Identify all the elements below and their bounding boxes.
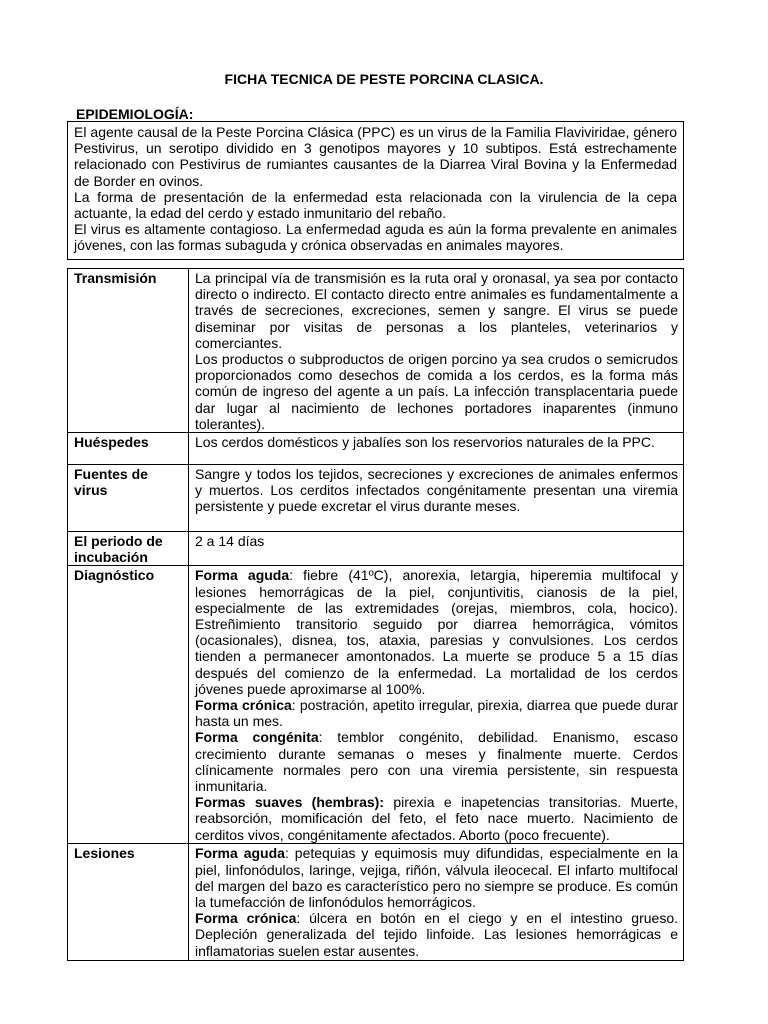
row-content [189,269,684,433]
term-text: : petequias y equimosis muy difundidas, especialmente en la piel, linfonódulos, laringe, vejiga, riñón, válvula ileocecal. El infarto multifocal del margen del bazo es característico pero no siempre se produce. Es común la tumefacción de linfonódulos hemorrágicos. [195,845,678,911]
epidemiology-table [67,268,684,961]
term-text: : temblor congénito, debilidad. Enanismo, escaso crecimiento durante semanas o meses y finalmente muerte. Cerdos clínicamente normales pero con una viremia persistente, sin respuesta inmunitaria. [195,729,678,795]
content-paragraph: Los productos o subproductos de origen porcino ya sea crudos o semicrudos proporcionados como desechos de comida a los cerdos, es la forma más común de ingreso del agente a un país. La infección transplacentaria puede dar lugar al nacimiento de lechones portadores inaparentes (inmuno tolerantes). [195,351,678,432]
term-label: Formas suaves (hembras): [195,794,385,811]
content-paragraph [195,729,678,794]
row-content: Sangre y todos los tejidos, secreciones y excreciones de animales enfermos y muertos. Los cerditos infectados congénitamente presentan una viremia persistente y puede excretar el virus durante meses. [189,465,684,532]
row-label: Transmisión [68,269,189,433]
table-row-incubacion [68,532,684,566]
row-content [189,566,684,844]
content-paragraph: La principal vía de transmisión es la ruta oral y oronasal, ya sea por contacto directo o indirecto. El contacto directo entre animales es fundamentalmente a través de secreciones, excreciones, semen y sangre. El virus se puede diseminar por visitas de personas a los planteles, veterinarios y comerciantes. [195,270,678,351]
row-content [189,844,684,961]
table-row-lesiones [68,844,684,961]
term-text: pirexia e inapetencias transitorias. Muerte, reabsorción, momificación del feto, el feto nace muerto. Nacimiento de cerditos vivos, congénitamente afectados. Aborto (poco frecuente). [195,794,678,843]
row-label: Huéspedes [68,433,189,465]
table-row-transmision [68,269,684,433]
table-row-diagnostico [68,566,684,844]
content-paragraph [195,910,678,959]
term-text: : úlcera en botón en el ciego y en el intestino grueso. Depleción generalizada del tejido linfoide. Las lesiones hemorrágicas e inflamatorias suelen estar ausentes. [195,910,678,959]
table-row-huespedes [68,433,684,465]
content-paragraph [195,697,678,729]
term-label: Forma aguda [195,845,285,862]
term-label: Forma crónica [195,910,297,927]
row-label: El periodo de incubación [68,532,189,566]
intro-paragraph: El agente causal de la Peste Porcina Clásica (PPC) es un virus de la Familia Flaviviridae, género Pestivirus, un serotipo dividido en 3 genotipos mayores y 10 subtipos. Está estrechamente relacionado con Pestivirus de rumiantes causantes de la Diarrea Viral Bovina y la Enfermedad de Border en ovinos. [74,124,677,189]
row-label: Fuentes de virus [68,465,189,532]
term-label: Forma crónica [195,697,292,714]
intro-paragraph: El virus es altamente contagioso. La enfermedad aguda es aún la forma prevalente en animales jóvenes, con las formas subaguda y crónica observadas en animales mayores. [74,221,677,254]
intro-paragraph: La forma de presentación de la enfermedad esta relacionada con la virulencia de la cepa actuante, la edad del cerdo y estado inmunitario del rebaño. [74,188,677,222]
term-label: Forma congénita [195,729,319,746]
content-paragraph [195,845,678,910]
row-content: 2 a 14 días [189,532,684,566]
row-label: Lesiones [68,844,189,961]
intro-box [67,121,684,260]
document-title: FICHA TECNICA DE PESTE PORCINA CLASICA. [224,71,544,87]
table-row-fuentes [68,465,684,532]
term-label: Forma aguda [195,567,290,584]
content-paragraph [195,794,678,843]
row-content: Los cerdos domésticos y jabalíes son los reservorios naturales de la PPC. [189,433,684,465]
term-text: : fiebre (41ºC), anorexia, letargia, hiperemia multifocal y lesiones hemorrágicas de la piel, conjuntivitis, cianosis de la piel, especialmente de las extremidades (orejas, miembros, cola, hocico). Estreñimiento transitorio seguido por diarrea hemorrágica, vómitos (ocasionales), disnea, tos, ataxia, paresias y convulsiones. Los cerdos tienden a permanecer amontonados. La muerte se produce 5 a 15 días después del comienzo de la enfermedad. La mortalidad de los cerdos jóvenes puede aproximarse al 100%. [195,567,679,697]
term-text: : postración, apetito irregular, pirexia, diarrea que puede durar hasta un mes. [195,697,678,730]
row-label: Diagnóstico [68,566,189,844]
section-heading: EPIDEMIOLOGÍA: [76,106,194,122]
content-paragraph [195,567,678,697]
